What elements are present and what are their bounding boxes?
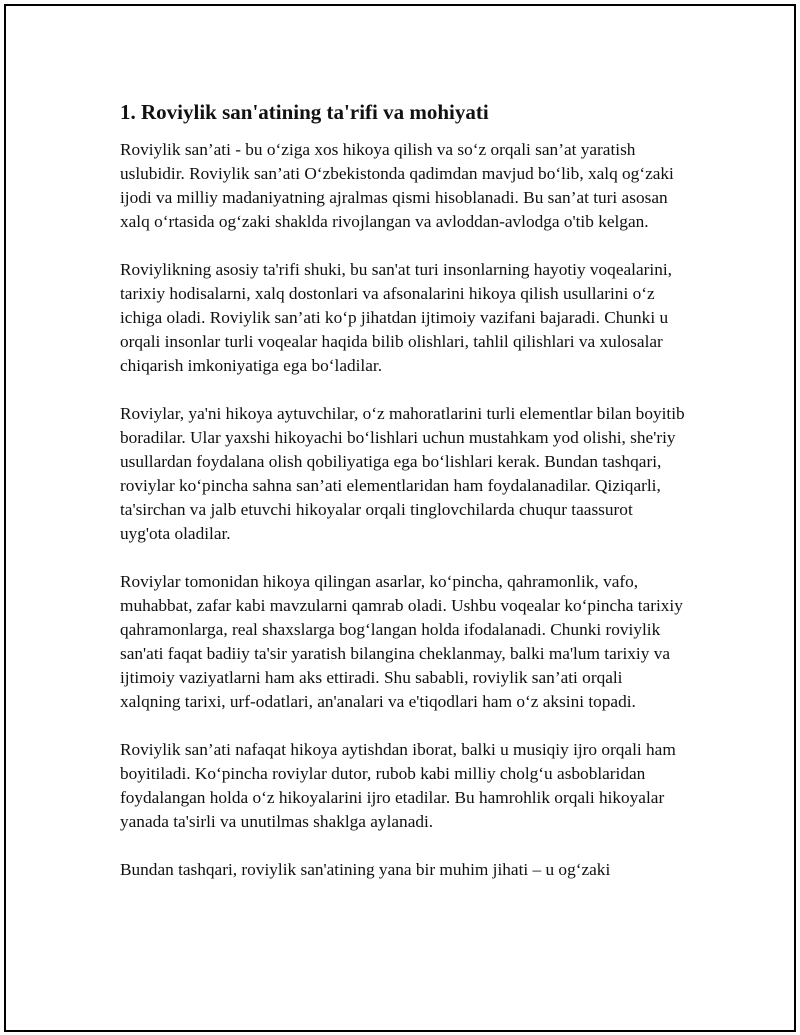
- paragraph-3: Roviylar, ya'ni hikoya aytuvchilar, o‘z mahoratlarini turli elementlar bilan boyitib boradilar. Ular yaxshi hikoyachi bo‘lishlari uchun mustahkam yod olishi, she'riy usullardan foydalana olish qobiliyatiga ega bo‘lishlari kerak. Bundan tashqari, roviylar ko‘pincha sahna san’ati elementlaridan ham foydalanadilar. Qiziqarli, ta'sirchan va jalb etuvchi hikoyalar orqali tinglovchilarda chuqur taassurot uyg'ota oladilar.: [120, 404, 685, 543]
- document-body: [120, 98, 686, 906]
- paragraph-5: Roviylik san’ati nafaqat hikoya aytishdan iborat, balki u musiqiy ijro orqali ham boyitiladi. Ko‘pincha roviylar dutor, rubob kabi milliy cholg‘u asboblaridan foydalangan holda o‘z hikoyalarini ijro etadilar. Bu hamrohlik orqali hikoyalar yanada ta'sirli va unutilmas shaklga aylanadi.: [120, 740, 676, 831]
- section-heading: 1. Roviylik san'atining ta'rifi va mohiyati: [120, 100, 489, 124]
- paragraph-4: Roviylar tomonidan hikoya qilingan asarlar, ko‘pincha, qahramonlik, vafo, muhabbat, zafar kabi mavzularni qamrab oladi. Ushbu voqealar ko‘pincha tarixiy qahramonlarga, real shaxslarga bog‘langan holda ifodalanadi. Chunki roviylik san'ati faqat badiiy ta'sir yaratish bilangina cheklanmay, balki ma'lum tarixiy va ijtimoiy vaziyatlarni ham aks ettiradi. Shu sababli, roviylik san’ati orqali xalqning tarixi, urf-odatlari, an'analari va e'tiqodlari ham o‘z aksini topadi.: [120, 572, 683, 711]
- paragraph-6: Bundan tashqari, roviylik san'atining yana bir muhim jihati – u og‘zaki: [120, 860, 611, 879]
- paragraph-1: Roviylik san’ati - bu o‘ziga xos hikoya qilish va so‘z orqali san’at yaratish uslubidir. Roviylik san’ati O‘zbekistonda qadimdan mavjud bo‘lib, xalq og‘zaki ijodi va milliy madaniyatning ajralmas qismi hisoblanadi. Bu san’at turi asosan xalq o‘rtasida og‘zaki shaklda rivojlangan va avloddan-avlodga o'tib kelgan.: [120, 140, 674, 231]
- paragraph-2: Roviylikning asosiy ta'rifi shuki, bu san'at turi insonlarning hayotiy voqealarini, tarixiy hodisalarni, xalq dostonlari va afsonalarini hikoya qilish usullarini o‘z ichiga oladi. Roviylik san’ati ko‘p jihatdan ijtimoiy vazifani bajaradi. Chunki u orqali insonlar turli voqealar haqida bilib olishlari, tahlil qilishlari va xulosalar chiqarish imkoniyatiga ega bo‘ladilar.: [120, 260, 672, 375]
- page-frame: [4, 4, 796, 1032]
